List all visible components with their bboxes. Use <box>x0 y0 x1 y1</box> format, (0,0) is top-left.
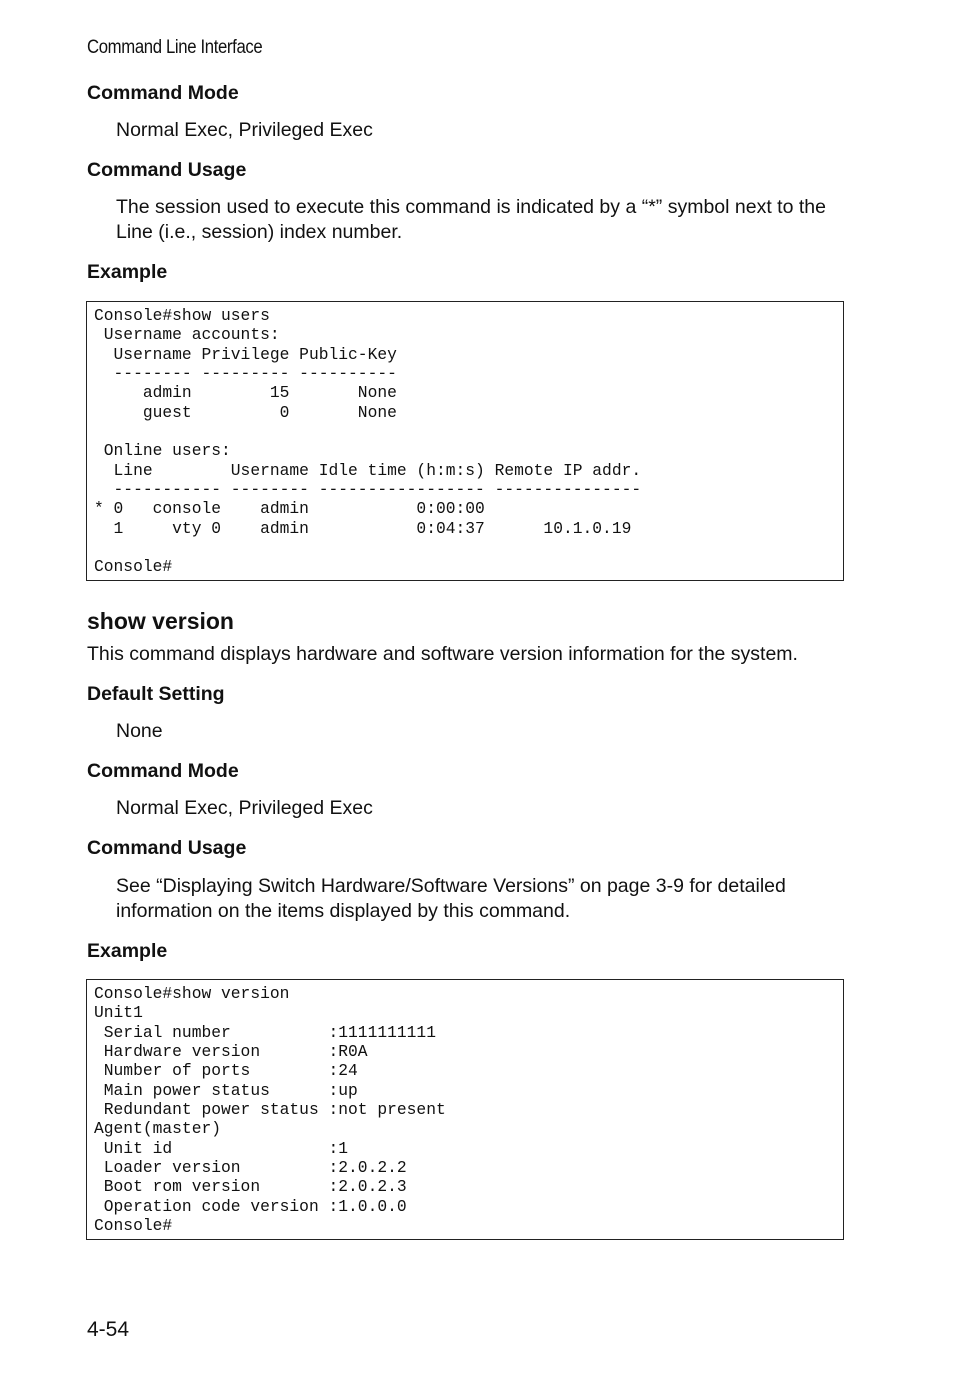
code-example-show-version <box>86 979 844 1240</box>
command-usage-heading: Command Usage <box>87 837 247 859</box>
command-mode-heading: Command Mode <box>87 82 239 104</box>
section-description: This command displays hardware and software version information for the system. <box>87 643 798 665</box>
command-usage-heading: Command Usage <box>87 159 247 181</box>
command-mode-text: Normal Exec, Privileged Exec <box>116 797 373 819</box>
command-usage-text: See “Displaying Switch Hardware/Software Versions” on page 3-9 for detailed information on the items displayed by this command. <box>116 875 786 922</box>
page-number: 4-54 <box>87 1318 130 1341</box>
running-header: Command Line Interface <box>87 37 263 58</box>
command-mode-text: Normal Exec, Privileged Exec <box>116 119 373 141</box>
command-usage-text: The session used to execute this command is indicated by a “*” symbol next to the Line (i.e., session) index number. <box>116 196 826 243</box>
code-example-show-users <box>86 301 844 581</box>
code-text: Console#show users Username accounts: Username Privilege Public-Key -------- --------- ---------- admin 15 None guest 0 None Online users: Line Username Idle time (h:m:s) Remote IP addr. ----------- -------- ----------------- --------------- * 0 console admin 0:00:00 1 vty 0 admin 0:04:37 10.1.0.19 Console# <box>94 306 642 577</box>
default-setting-heading: Default Setting <box>87 683 225 705</box>
command-mode-heading: Command Mode <box>87 760 239 782</box>
code-text: Console#show version Unit1 Serial number :1111111111 Hardware version :R0A Number of ports :24 Main power status :up Redundant power status :not present Agent(master) Unit id :1 Loader version :2.0.2.2 Boot rom version :2.0.2.3 Operation code version :1.0.0.0 Console# <box>94 984 446 1235</box>
example-heading: Example <box>87 261 168 283</box>
example-heading: Example <box>87 940 168 962</box>
section-title: show version <box>87 608 234 634</box>
default-setting-text: None <box>116 720 163 742</box>
